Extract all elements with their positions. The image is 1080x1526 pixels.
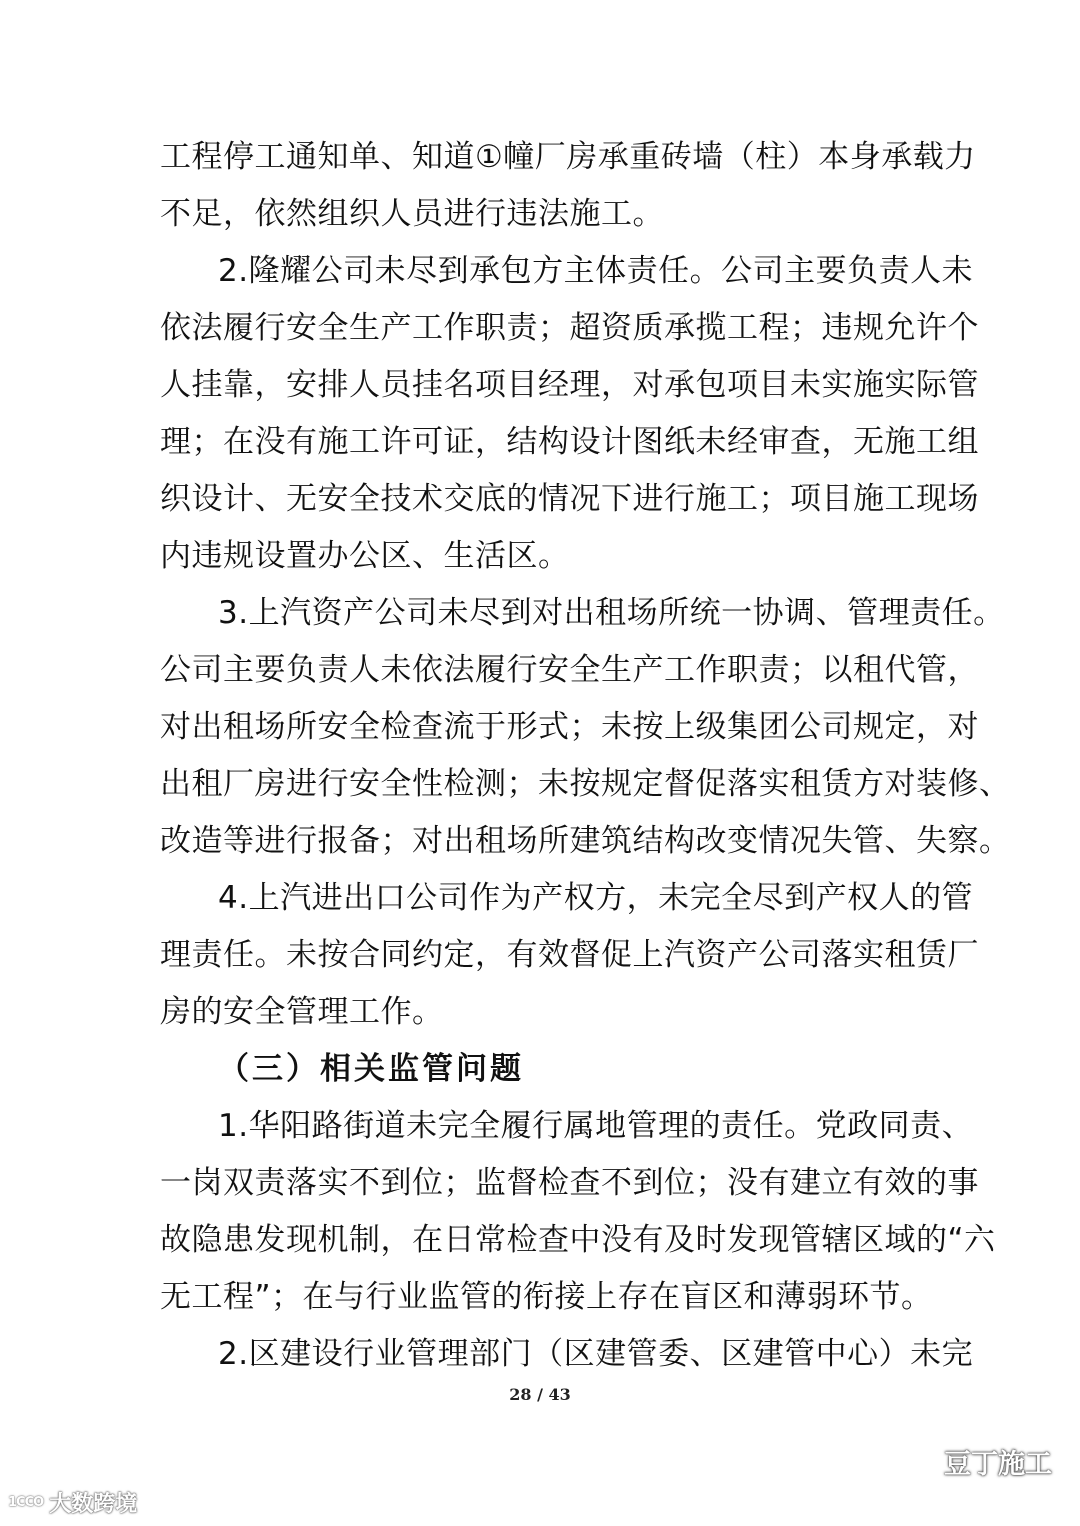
text-line: 织设计、无安全技术交底的情况下进行施工；项目施工现场 xyxy=(160,481,979,517)
text-line: 依法履行安全生产工作职责；超资质承揽工程；违规允许个 xyxy=(160,310,979,346)
page-number: 28 / 43 xyxy=(509,1385,571,1404)
watermark-right-text: 豆丁施工 xyxy=(944,1448,1052,1480)
text-line: 出租厂房进行安全性检测；未按规定督促落实租赁方对装修、 xyxy=(160,766,1011,802)
text-line: 故隐患发现机制，在日常检查中没有及时发现管辖区域的“六 xyxy=(160,1222,996,1258)
text-line: 公司主要负责人未依法履行安全生产工作职责；以租代管， xyxy=(160,652,979,688)
text-line: 3.上汽资产公司未尽到对出租场所统一协调、管理责任。 xyxy=(218,595,1005,631)
text-line: 人挂靠，安排人员挂名项目经理，对承包项目未实施实际管 xyxy=(160,367,979,403)
watermark-left-text: 大数跨境 xyxy=(49,1491,138,1517)
text-line: 理责任。未按合同约定，有效督促上汽资产公司落实租赁厂 xyxy=(160,937,979,973)
text-line: 一岗双责落实不到位；监督检查不到位；没有建立有效的事 xyxy=(160,1165,979,1201)
text-line: 改造等进行报备；对出租场所建筑结构改变情况失管、失察。 xyxy=(160,823,1011,859)
text-line: 不足，依然组织人员进行违法施工。 xyxy=(160,196,664,232)
text-line: 房的安全管理工作。 xyxy=(160,994,444,1030)
text-line: 内违规设置办公区、生活区。 xyxy=(160,538,570,574)
watermark-right xyxy=(900,1437,1052,1485)
watermark-logo: 1CCO xyxy=(8,1494,44,1510)
watermark-left xyxy=(8,1486,137,1518)
text-line: 4.上汽进出口公司作为产权方，未完全尽到产权人的管 xyxy=(218,880,974,916)
text-line: 1.华阳路街道未完全履行属地管理的责任。党政同责、 xyxy=(218,1108,974,1144)
document-body xyxy=(160,129,1011,1383)
section-heading: （三）相关监管问题 xyxy=(218,1051,524,1087)
text-line: 2.区建设行业管理部门（区建管委、区建管中心）未完 xyxy=(218,1336,974,1372)
text-line: 工程停工通知单、知道①幢厂房承重砖墙（柱）本身承载力 xyxy=(160,139,976,175)
text-line: 2.隆耀公司未尽到承包方主体责任。公司主要负责人未 xyxy=(218,253,974,289)
text-line: 理；在没有施工许可证，结构设计图纸未经审查，无施工组 xyxy=(160,424,979,460)
text-line: 无工程”；在与行业监管的衔接上存在盲区和薄弱环节。 xyxy=(160,1279,933,1315)
wechat-icon xyxy=(900,1446,934,1476)
text-line: 对出租场所安全检查流于形式；未按上级集团公司规定，对 xyxy=(160,709,979,745)
